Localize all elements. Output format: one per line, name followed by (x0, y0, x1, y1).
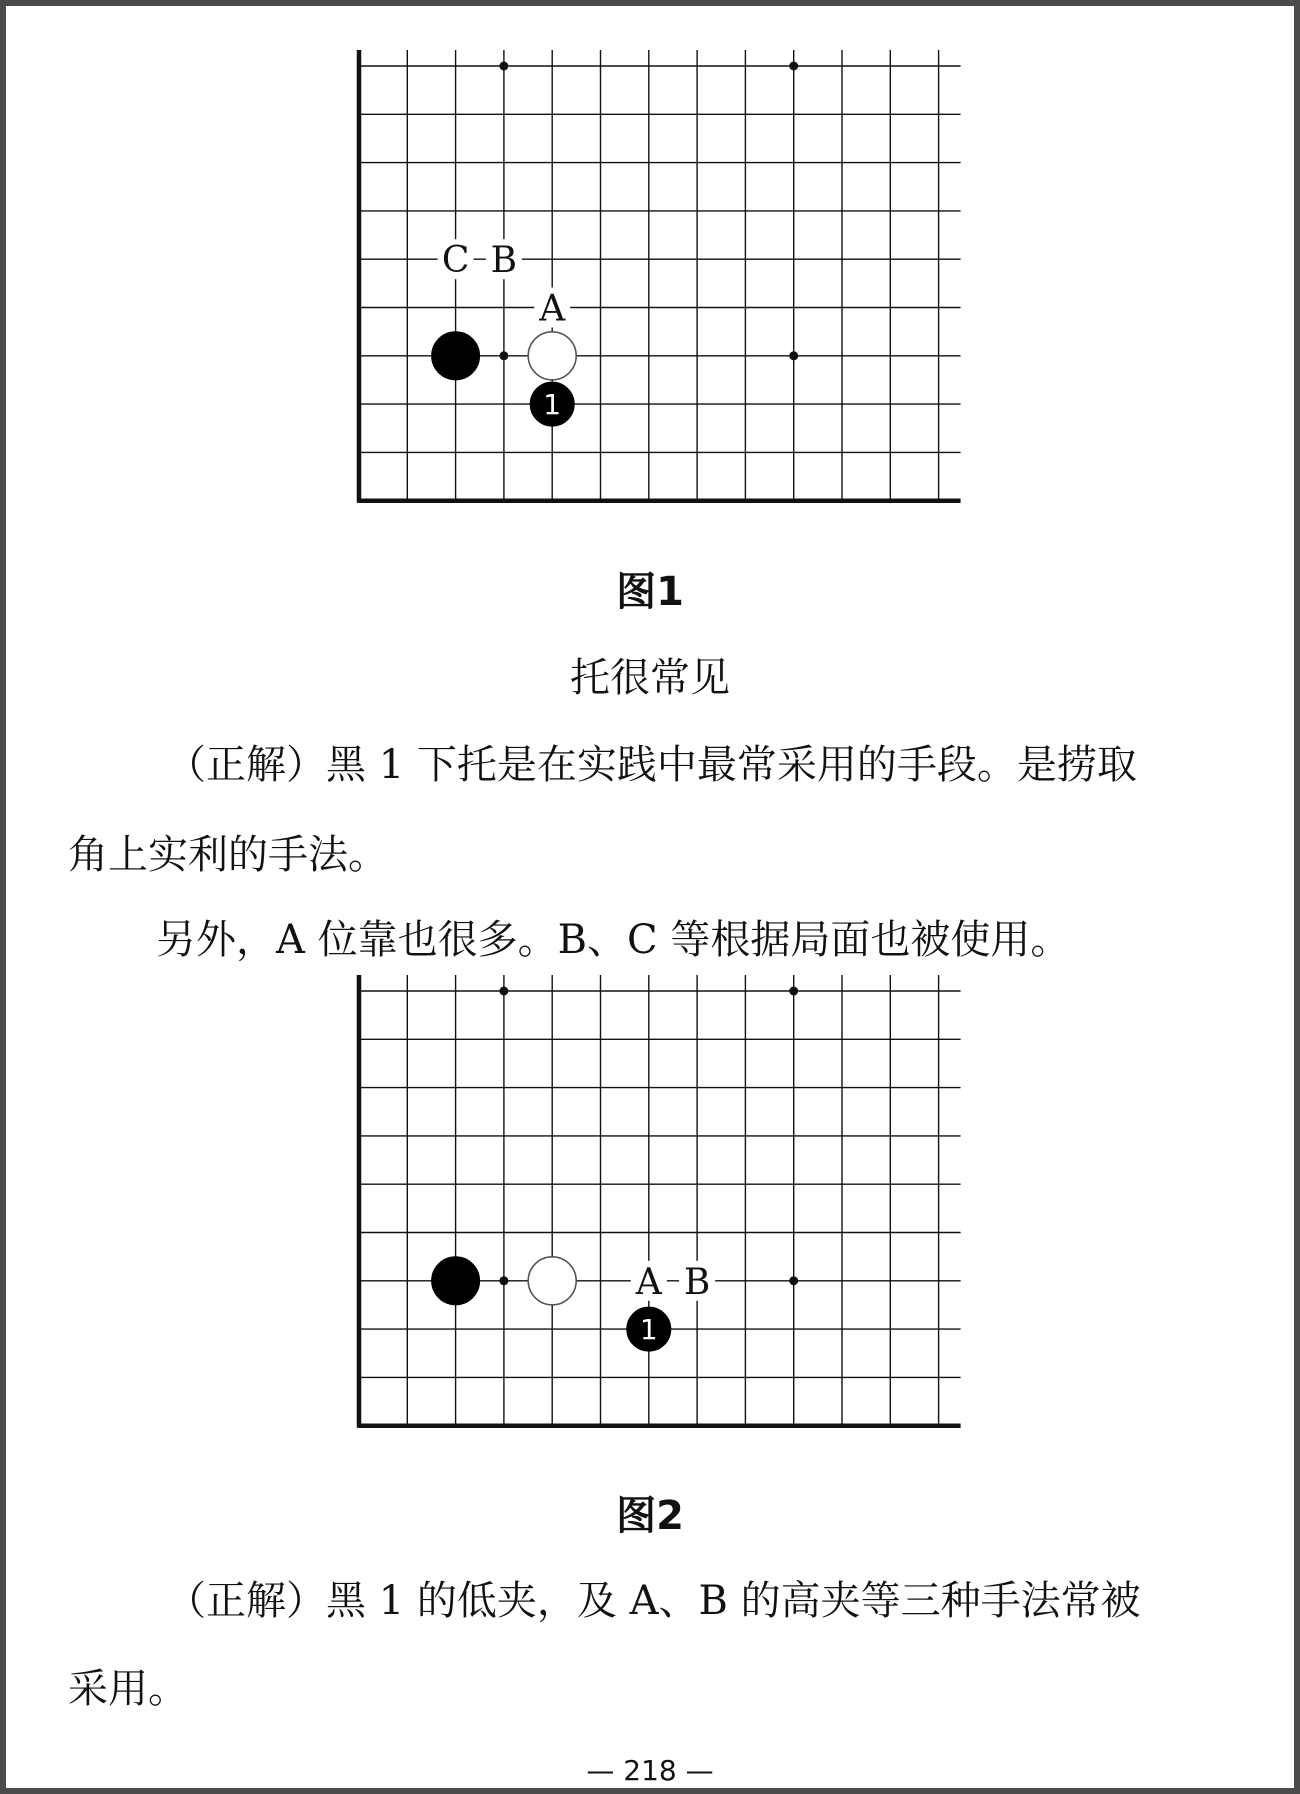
star-point (789, 987, 798, 996)
black-stone (432, 1257, 480, 1305)
page-number: — 218 — (586, 1754, 714, 1787)
star-point (789, 351, 798, 360)
marker-label-a: A (635, 1261, 662, 1303)
star-point (499, 62, 508, 71)
marker-label-b: B (490, 240, 518, 282)
black-stone (432, 332, 480, 380)
star-point (499, 351, 508, 360)
paragraph-1-line-2: 角上实利的手法。 (68, 832, 388, 878)
marker-label-b: B (683, 1261, 711, 1303)
paragraph-1-line-1: （正解）黑 1 下托是在实践中最常采用的手段。是捞取 (166, 742, 1137, 788)
paragraph-3-line-2: 采用。 (68, 1666, 188, 1712)
star-point (789, 62, 798, 71)
paragraph-3-line-1: （正解）黑 1 的低夹，及 A、B 的高夹等三种手法常被 (166, 1578, 1141, 1624)
white-stone (528, 332, 576, 380)
paragraph-2-line-1: 另外，A 位靠也很多。B、C 等根据局面也被使用。 (156, 917, 1071, 963)
white-stone (528, 1257, 576, 1305)
star-point (499, 987, 508, 996)
star-point (789, 1276, 798, 1285)
go-board-2-svg (0, 975, 1300, 1465)
figure-1-subtitle: 托很常见 (570, 655, 730, 701)
marker-label-c: C (441, 240, 470, 282)
figure-2-caption: 图2 (616, 1493, 684, 1539)
go-board-figure-2 (0, 975, 1300, 1465)
star-point (499, 1276, 508, 1285)
figure-1-caption: 图1 (616, 569, 684, 615)
stone-number: 1 (543, 388, 562, 422)
go-board-figure-1 (0, 50, 1300, 540)
marker-label-a: A (539, 288, 566, 330)
go-board-1-svg (0, 50, 1300, 540)
stone-number: 1 (639, 1313, 658, 1347)
